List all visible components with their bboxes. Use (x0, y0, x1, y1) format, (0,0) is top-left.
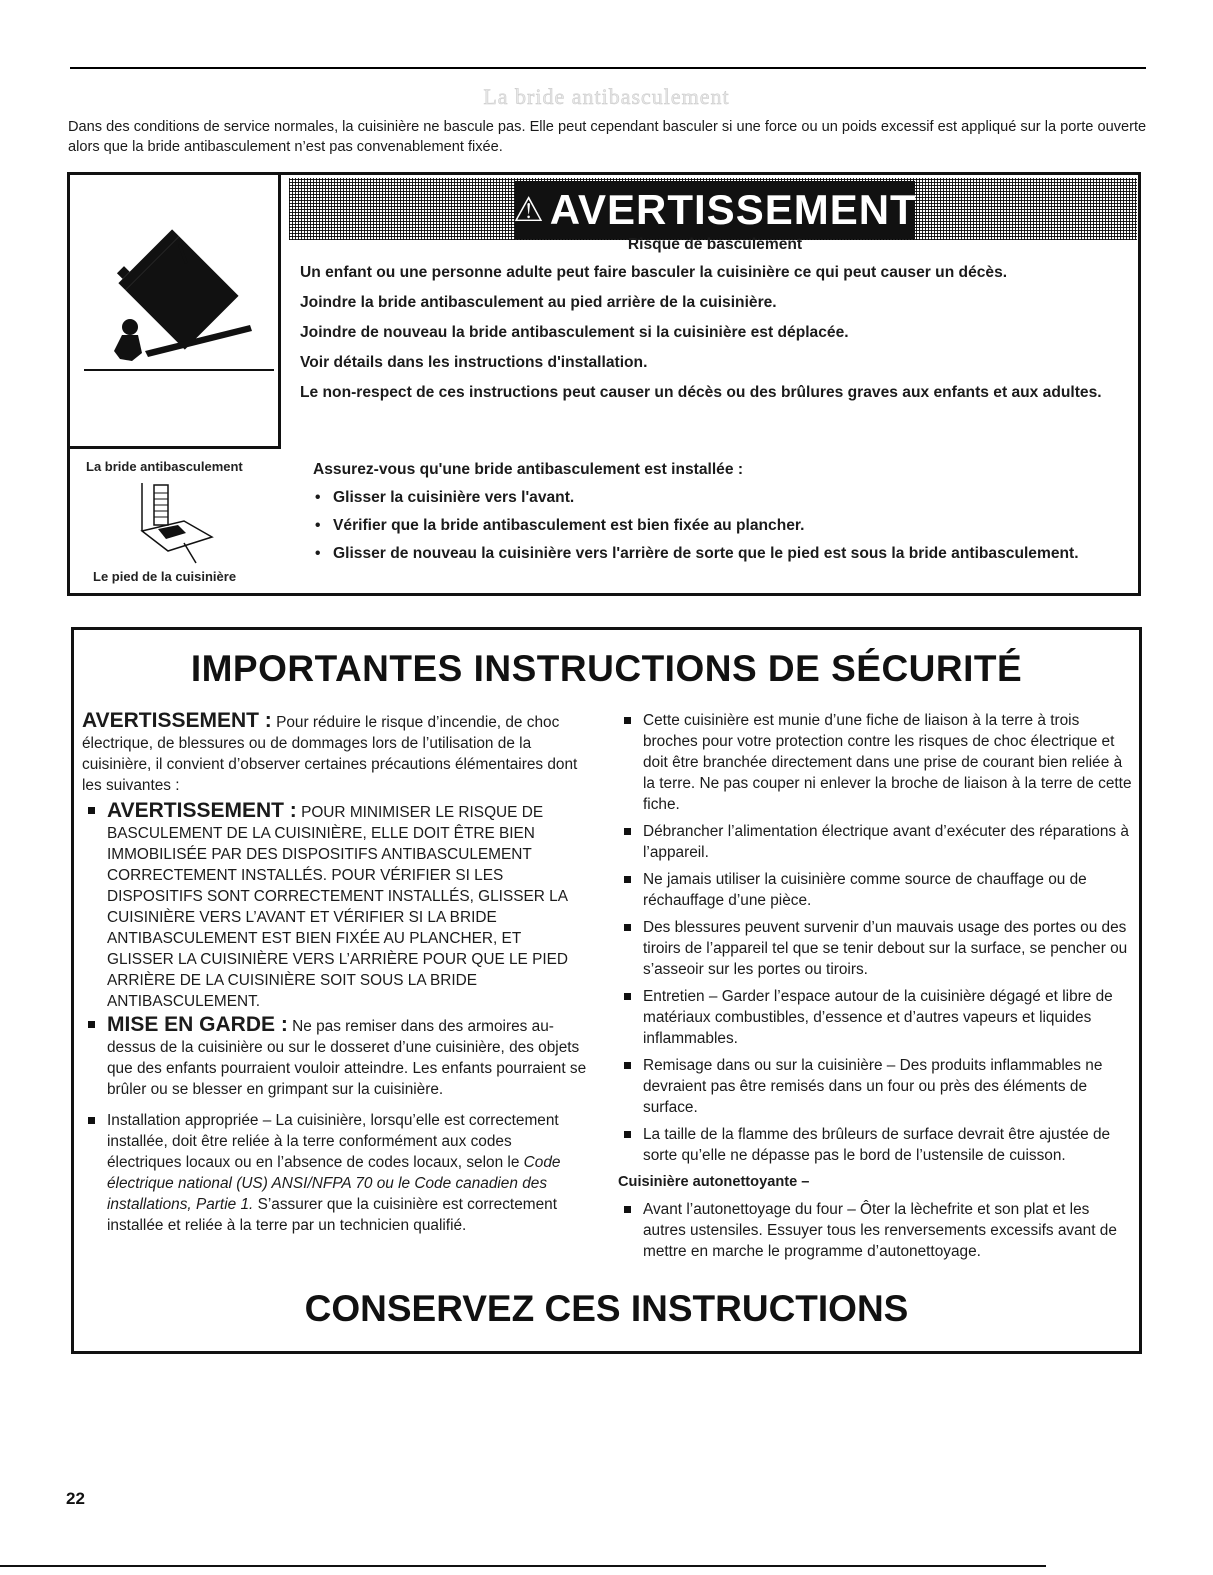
bullet-square-icon (624, 1062, 631, 1069)
bullet-square-icon (624, 1131, 631, 1138)
safety-intro-label: AVERTISSEMENT : (82, 709, 272, 732)
bullet-square-icon (624, 993, 631, 1000)
anti-tip-bracket-illustration (122, 477, 232, 569)
intro-paragraph: Dans des conditions de service normales, la cuisinière ne bascule pas. Elle peut cependant basculer si une force ou un poids excessif est appliqué sur la porte ouverte alors que la bride antibasculement n’est pas convenablement fixée. (68, 119, 1147, 155)
warning-line: Le non-respect de ces instructions peut causer un décès ou des brûlures graves aux enfants et aux adultes. (300, 384, 1102, 401)
safety-item (618, 1055, 1132, 1118)
safety-item-label: AVERTISSEMENT : (107, 799, 297, 822)
safety-item-text: La taille de la flamme des brûleurs de surface devrait être ajustée de sorte qu’elle ne dépasse pas le bord de l’ustensile de cuisson. (643, 1126, 1111, 1164)
safety-item (618, 869, 1132, 911)
safety-item-label: MISE EN GARDE : (107, 1013, 288, 1036)
safety-item (618, 710, 1132, 815)
bullet-square-icon (624, 717, 631, 724)
safety-item (618, 986, 1132, 1049)
bullet-square-icon (88, 1117, 95, 1124)
bullet-square-icon (624, 828, 631, 835)
safety-item-code-reference: Code électrique national (US) ANSI/NFPA 70 ou le Code canadien des installations, Partie 1. (107, 1154, 561, 1213)
bullet-square-icon (624, 876, 631, 883)
warning-line: Voir détails dans les instructions d'installation. (300, 354, 648, 371)
safety-item (82, 1110, 590, 1236)
safety-title: IMPORTANTES INSTRUCTIONS DE SÉCURITÉ (190, 648, 1023, 689)
checklist-item: • Glisser la cuisinière vers l'avant. (313, 488, 1123, 508)
tip-over-warning-box (67, 172, 1141, 596)
warning-banner (289, 178, 1137, 240)
safety-instructions-box (71, 627, 1142, 1354)
warning-line: Joindre de nouveau la bride antibasculement si la cuisinière est déplacée. (300, 324, 849, 341)
safety-item-text: Ne pas remiser dans des armoires au-dessus de la cuisinière ou sur le dosseret d’une cuisinière, des objets que des enfants pourraient vouloir atteindre. Les enfants pourraient se brûler ou se blesser en grimpant sur la cuisinière. (107, 1018, 587, 1098)
tip-over-illustration-cell (70, 175, 281, 449)
checklist-item: • Vérifier que la bride antibasculement est bien fixée au plancher. (313, 516, 1123, 536)
safety-intro (82, 710, 590, 796)
page-heading: La bride antibasculement (483, 84, 730, 109)
safety-item-text: S’assurer que la cuisinière est correctement installée et reliée à la terre par un technicien qualifié. (107, 1196, 557, 1234)
safety-item (618, 1199, 1132, 1262)
safety-item (82, 800, 590, 1012)
safety-item-text: Avant l’autonettoyage du four – Ôter la lèchefrite et son plat et les autres ustensiles. Essuyer tous les renversements excessifs avant de mettre en marche le programme d’autonettoyage. (643, 1201, 1117, 1260)
foot-label: Le pied de la cuisinière (93, 569, 237, 584)
safety-intro-text: Pour réduire le risque d’incendie, de choc électrique, de blessures ou de dommages lors de l’utilisation de la cuisinière, il convient d’observer certaines précautions élémentaires dont les suivantes : (82, 714, 578, 794)
top-rule (70, 67, 1146, 69)
self-cleaning-subhead: Cuisinière autonettoyante – (618, 1174, 810, 1190)
installation-checklist (313, 460, 1123, 572)
safety-item-text: Ne jamais utiliser la cuisinière comme source de chauffage ou de réchauffage d’une pièce. (643, 871, 1087, 909)
safety-item (82, 1014, 590, 1100)
warning-title: AVERTISSEMENT (549, 186, 917, 233)
checklist-item: • Glisser de nouveau la cuisinière vers l'arrière de sorte que le pied est sous la bride antibasculement. (313, 544, 1123, 564)
safety-item-text: Installation appropriée – La cuisinière, lorsqu’elle est correctement installée, doit être reliée à la terre conformément aux codes électriques locaux ou en l’absence de codes locaux, selon le (107, 1112, 559, 1171)
safety-footer: CONSERVEZ CES INSTRUCTIONS (304, 1288, 909, 1329)
safety-item-text: Entretien – Garder l’espace autour de la cuisinière dégagé et libre de matériaux combustibles, d’essence et d’autres vapeurs et liquides inflammables. (643, 988, 1113, 1047)
illustration-floor-line (84, 369, 274, 371)
safety-item-text: POUR MINIMISER LE RISQUE DE BASCULEMENT DE LA CUISINIÈRE, ELLE DOIT ÊTRE BIEN IMMOBILISÉE PAR DES DISPOSITIFS ANTIBASCULEMENT CORRECTEMENT INSTALLÉS. POUR VÉRIFIER SI LES DISPOSITIFS SONT CORRECTEMENT INSTALLÉS, GLISSER LA CUISINIÈRE VERS L’AVANT ET VÉRIFIER SI LA BRIDE ANTIBASCULEMENT EST BIEN FIXÉE AU PLANCHER, ET GLISSER LA CUISINIÈRE VERS L’ARRIÈRE POUR QUE LE PIED ARRIÈRE DE LA CUISINIÈRE SOIT SOUS LA BRIDE ANTIBASCULEMENT. (107, 804, 569, 1010)
safety-right-column (618, 710, 1132, 1268)
warning-subtitle: Risque de basculement (627, 236, 803, 253)
bullet-square-icon (88, 1021, 95, 1028)
bullet-square-icon (88, 807, 95, 814)
warning-line: Joindre la bride antibasculement au pied arrière de la cuisinière. (300, 294, 777, 311)
safety-item-text: Remisage dans ou sur la cuisinière – Des produits inflammables ne devraient pas être remisés dans un four ou près des éléments de surface. (643, 1057, 1103, 1116)
safety-item (618, 1124, 1132, 1166)
bottom-edge-line (0, 1565, 1046, 1567)
warning-triangle-icon: ⚠ (513, 191, 544, 229)
safety-item-text: Cette cuisinière est munie d’une fiche de liaison à la terre à trois broches pour votre protection contre les risques de choc électrique et doit être branchée directement dans une prise de courant bien reliée à la terre. Ne pas couper ni enlever la broche de liaison à la terre de cette fiche. (643, 712, 1132, 813)
warning-line: Un enfant ou une personne adulte peut faire basculer la cuisinière ce qui peut causer un décès. (300, 264, 1008, 281)
page-number: 22 (66, 1489, 85, 1508)
tip-over-illustration (70, 175, 275, 445)
warning-banner-label (515, 181, 915, 239)
bracket-label: La bride antibasculement (86, 459, 243, 474)
checklist-intro: Assurez-vous qu'une bride antibasculement est installée : (313, 461, 744, 478)
safety-item (618, 917, 1132, 980)
safety-item-text: Des blessures peuvent survenir d’un mauvais usage des portes ou des tiroirs de l’appareil tel que se tenir debout sur la surface, se pencher ou s’asseoir sur les portes ou tiroirs. (643, 919, 1128, 978)
bullet-square-icon (624, 1206, 631, 1213)
warning-text (300, 235, 1130, 413)
safety-item (618, 821, 1132, 863)
safety-item-text: Débrancher l’alimentation électrique avant d’exécuter des réparations à l’appareil. (643, 823, 1129, 861)
safety-left-column (82, 710, 590, 1236)
bullet-square-icon (624, 924, 631, 931)
